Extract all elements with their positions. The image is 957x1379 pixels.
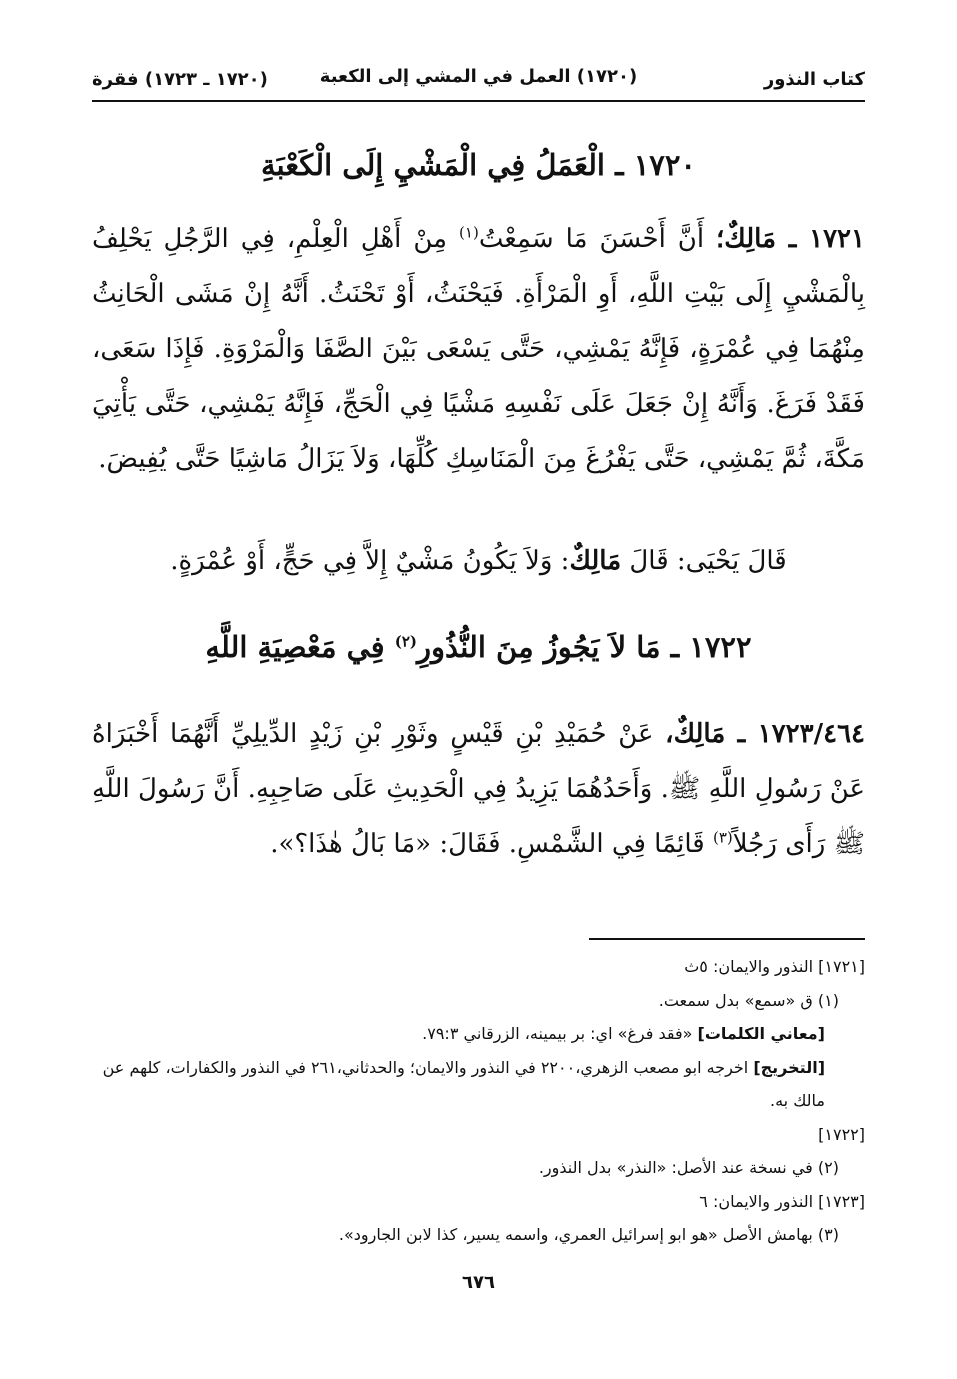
paragraph-1723-text-b: قَائِمًا فِي الشَّمْسِ. فَقَالَ: «مَا بَالُ هٰذَا؟».	[270, 829, 713, 859]
header-paragraph-range: (١٧٢٠ ـ ١٧٢٣) فقرة	[92, 68, 268, 90]
header-book-title: كتاب النذور	[763, 68, 865, 90]
yahya-note-malik: مَالِكٌ	[569, 546, 622, 576]
section-heading-1720	[92, 148, 865, 182]
footnote-1722-source: [١٧٢٢]	[818, 1124, 865, 1144]
yahya-note-b: : وَلاَ يَكُونُ مَشْيٌ إِلاَّ فِي حَجٍّ، أَوْ عُمْرَةٍ.	[170, 546, 570, 576]
yahya-note-a: قَالَ يَحْيَى: قَالَ	[621, 546, 787, 576]
footnote-1723-source: [١٧٢٣] النذور والايمان: ٦	[699, 1191, 865, 1211]
paragraph-1723-text-a: عَنْ حُمَيْدِ بْنِ قَيْسٍ وثَوْرِ بْنِ زَيْدٍ الدِّيلِيِّ أَنَّهُمَا أَخْبَرَاهُ عَنْ رَسُولِ اللَّهِ ﷺ. وَأَحَدُهُمَا يَزِيدُ فِي الْحَدِيثِ عَلَى صَاحِبِهِ. أَنَّ رَسُولَ اللَّهِ ﷺ رَأَى رَجُلاً	[92, 719, 865, 859]
footnote-maani-label: [معاني الكلمات]	[697, 1024, 825, 1043]
paragraph-1721-text-a: أَنَّ أَحْسَنَ مَا سَمِعْتُ	[478, 224, 717, 254]
footnote-2: (٢) في نسخة عند الأصل: «النذر» بدل النذور.	[538, 1158, 839, 1177]
paragraph-1721-lead: ١٧٢١ ـ مَالِكٌ؛	[716, 224, 865, 254]
paragraph-1723-lead: ١٧٢٣/٤٦٤ ـ مَالِكٌ،	[665, 719, 865, 749]
paragraph-1721-text-b: مِنْ أَهْلِ الْعِلْمِ، فِي الرَّجُلِ يَحْلِفُ بِالْمَشْيِ إِلَى بَيْتِ اللَّهِ، أَوِ الْمَرْأَةِ. فَيَحْنَثُ، أَوْ تَحْنَثُ. أَنَّهُ إِنْ مَشَى الْحَانِثُ مِنْهُمَا فِي عُمْرَةٍ، فَإِنَّهُ يَمْشِي، حَتَّى يَسْعَى بَيْنَ الصَّفَا وَالْمَرْوَةِ. فَإِذَا سَعَى، فَقَدْ فَرَغَ. وَأَنَّهُ إِنْ جَعَلَ عَلَى نَفْسِهِ مَشْيًا فِي الْحَجِّ، فَإِنَّهُ يَمْشِي، حَتَّى يَأْتِيَ مَكَّةَ، ثُمَّ يَمْشِي، حَتَّى يَفْرُغَ مِنَ الْمَنَاسِكِ كُلِّهَا، وَلاَ يَزَالُ مَاشِيًا حَتَّى يُفِيضَ.	[92, 224, 865, 474]
footnote-maani-text: «فقد فرغ» اي: بر بيمينه، الزرقاني ٧٩:٣.	[422, 1024, 698, 1043]
paragraph-1721	[92, 212, 865, 487]
header-rule	[92, 100, 865, 102]
footnote-takhrij-label: [التخريج]	[753, 1057, 825, 1077]
section-heading-1722-a: ١٧٢٢ ـ مَا لاَ يَجُوزُ مِنَ النُّذُورِ	[417, 630, 752, 664]
footnotes	[92, 950, 865, 1252]
footnote-ref-3: (٣)	[713, 828, 733, 847]
footnote-maani	[92, 1017, 865, 1051]
footnote-ref-1: (١)	[459, 223, 479, 242]
section-heading-1720-text: ١٧٢٠ ـ الْعَمَلُ فِي الْمَشْيِ إِلَى الْكَعْبَةِ	[261, 148, 696, 182]
footnote-separator	[589, 938, 865, 940]
running-header	[92, 62, 865, 96]
section-heading-1722	[92, 630, 865, 664]
footnote-3: (٣) بهامش الأصل «هو ابو إسرائيل العمري، واسمه يسير، كذا لابن الجارود».	[338, 1225, 839, 1244]
footnote-1721-source: [١٧٢١] النذور والايمان: ٥ث	[684, 957, 865, 976]
footnote-1: (١) ق «سمع» بدل سمعت.	[658, 990, 839, 1010]
section-heading-1722-b: فِي مَعْصِيَةِ اللَّهِ	[205, 630, 395, 664]
paragraph-1723	[92, 707, 865, 872]
footnote-takhrij	[92, 1051, 865, 1118]
footnote-ref-2: (٢)	[394, 632, 418, 651]
footnote-takhrij-text: اخرجه ابو مصعب الزهري،٢٢٠٠ في النذور والايمان؛ والحدثاني،٢٦١ في النذور والكفارات، كلهم عن مالك به.	[102, 1057, 825, 1110]
page-number: ٦٧٦	[462, 1272, 495, 1293]
header-chapter-title: (١٧٢٠) العمل في المشي إلى الكعبة	[319, 66, 638, 87]
yahya-note	[92, 546, 865, 576]
